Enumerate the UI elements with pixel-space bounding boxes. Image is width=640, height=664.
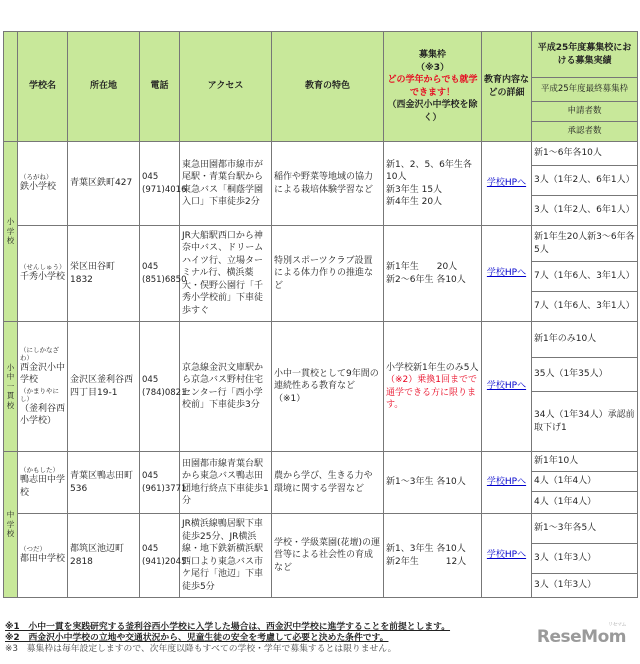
school-name: （せんしゅう） 千秀小学校	[18, 226, 68, 322]
resemom-logo: ReseMom リセマム	[536, 622, 626, 647]
result-applicants: 3人（1年3人）	[532, 544, 638, 574]
header-features: 教育の特色	[272, 32, 384, 142]
header-results-applicants: 申請者数	[532, 102, 638, 122]
group-junior: 中学校	[4, 452, 18, 598]
result-applicants: 35人（1年35人）	[532, 358, 638, 392]
result-approved: 34人（1年34人）承認前取下げ1	[532, 392, 638, 452]
school-access: JR大船駅西口から神奈中バス、ドリームハイツ行、立場ターミナル行、横浜薬大・俣野公園行「千秀小学校前」下車徒歩すぐ	[180, 226, 272, 322]
school-name: （にしかなざわ） 西金沢小中学校 （かまりやにし） （釜利谷西小学校）	[18, 322, 68, 452]
school-name: （かもした） 鴨志田中学校	[18, 452, 68, 514]
school-hp-link[interactable]: 学校HPへ	[482, 322, 532, 452]
header-school-name: 学校名	[18, 32, 68, 142]
quota-condition: （※2）乗換1回までで通学できる方に限ります。	[386, 375, 477, 410]
header-phone: 電話	[140, 32, 180, 142]
header-results-approved: 承認者数	[532, 122, 638, 142]
header-results-quota: 平成25年度最終募集枠	[532, 78, 638, 102]
school-access: 田園都市線青葉台駅から東急バス鴨志田団地行終点下車徒歩1分	[180, 452, 272, 514]
logo-small-text: リセマム	[608, 622, 626, 628]
result-applicants: 7人（1年6人、3年1人）	[532, 262, 638, 292]
school-quota: 小学校新1年生のみ5人 （※2）乗換1回までで通学できる方に限ります。	[384, 322, 482, 452]
school-hp-link[interactable]: 学校HPへ	[482, 452, 532, 514]
result-approved: 3人（1年3人）	[532, 574, 638, 598]
result-quota: 新1年のみ10人	[532, 322, 638, 358]
school-features: 学校・学級菜園(花壇)の運営等による社会性の育成など	[272, 514, 384, 598]
school-location: 青葉区鉄町427	[68, 142, 140, 226]
footnote-3: ※3 募集枠は毎年設定しますので、次年度以降もすべての学校・学年で募集するとは限りません。	[5, 644, 397, 654]
school-quota: 新1～3年生 各10人	[384, 452, 482, 514]
school-features: 農から学び、生きる力や環境に関する学習など	[272, 452, 384, 514]
quota-except: （西金沢小中学校を除く）	[387, 100, 478, 123]
school-location: 青葉区鴨志田町536	[68, 452, 140, 514]
school-quota: 新1、2、5、6年生各10人 新3年生 15人 新4年生 20人	[384, 142, 482, 226]
result-quota: 新1～6年各10人	[532, 142, 638, 166]
school-phone: 045 (961)3771	[140, 452, 180, 514]
school-location: 栄区田谷町1832	[68, 226, 140, 322]
school-features: 稲作や野菜等地域の協力による栽培体験学習など	[272, 142, 384, 226]
school-quota: 新1年生 20人 新2～6年生 各10人	[384, 226, 482, 322]
school-phone: 045 (941)2045	[140, 514, 180, 598]
group-combined: 小中一貫校	[4, 322, 18, 452]
school-features: 小中一貫校として9年間の連続性ある教育など（※1）	[272, 322, 384, 452]
school-quota: 新1、3年生 各10人 新2年生 12人	[384, 514, 482, 598]
quota-red-text: どの学年からでも就学できます！	[387, 75, 478, 98]
footnote-2: ※2 西金沢小中学校の立地や交通状況から、児童生徒の安全を考慮して必要と決めた条件です。	[5, 633, 389, 643]
school-location: 都筑区池辺町2818	[68, 514, 140, 598]
result-quota: 新1年10人	[532, 452, 638, 472]
footnote-1: ※1 小中一貫を実践研究する釜利谷西小学校に入学した場合は、西金沢中学校に進学することを前提とします。	[5, 622, 451, 632]
school-hp-link[interactable]: 学校HPへ	[482, 226, 532, 322]
group-elementary: 小学校	[4, 142, 18, 322]
school-access: 東急田園都市線市が尾駅・青葉台駅から東急バス「桐蔭学園入口」下車徒歩2分	[180, 142, 272, 226]
school-name: （ろがね） 鉄小学校	[18, 142, 68, 226]
result-approved: 7人（1年6人、3年1人）	[532, 292, 638, 322]
school-table	[3, 31, 638, 598]
school-hp-link[interactable]: 学校HPへ	[482, 142, 532, 226]
header-location: 所在地	[68, 32, 140, 142]
header-quota	[384, 32, 482, 142]
result-approved: 4人（1年4人）	[532, 492, 638, 514]
school-location: 金沢区釜利谷西四丁目19-1	[68, 322, 140, 452]
quota-title: 募集枠	[418, 50, 446, 60]
quota-note: （※3）	[415, 62, 449, 73]
school-phone: 045 (971)4016	[140, 142, 180, 226]
header-results: 平成25年度募集校における募集実績	[532, 32, 638, 78]
school-hp-link[interactable]: 学校HPへ	[482, 514, 532, 598]
result-approved: 3人（1年2人、6年1人）	[532, 196, 638, 226]
result-quota: 新1年生20人新3～6年各5人	[532, 226, 638, 262]
header-access: アクセス	[180, 32, 272, 142]
school-features: 特別スポーツクラブ設置による体力作りの推進など	[272, 226, 384, 322]
result-applicants: 3人（1年2人、6年1人）	[532, 166, 638, 196]
school-access: JR横浜線鴨居駅下車徒歩25分、JR横浜線・地下鉄新横浜駅西口より東急バス市ケ尾行「池辺」下車徒歩5分	[180, 514, 272, 598]
group-header	[4, 32, 18, 142]
school-phone: 045 (851)6850	[140, 226, 180, 322]
school-access: 京急線金沢文庫駅から京急バス野村住宅センター行「西小学校前」下車徒歩3分	[180, 322, 272, 452]
school-phone: 045 (784)0821	[140, 322, 180, 452]
result-applicants: 4人（1年4人）	[532, 472, 638, 492]
result-quota: 新1～3年各5人	[532, 514, 638, 544]
header-details: 教育内容などの詳細	[482, 32, 532, 142]
school-name: （つだ） 都田中学校	[18, 514, 68, 598]
